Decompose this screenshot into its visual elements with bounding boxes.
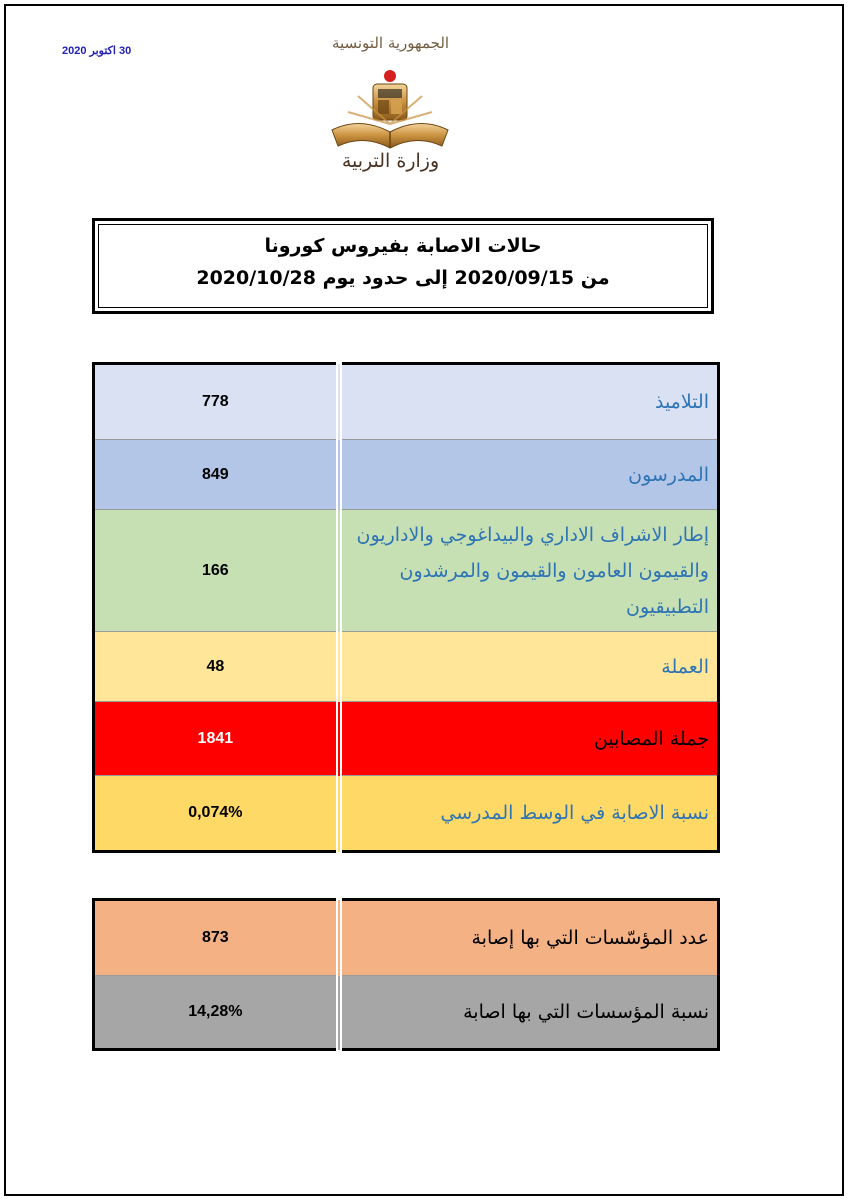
row-label: عدد المؤسّسات التي بها إصابة (339, 900, 719, 976)
row-value: 849 (94, 440, 339, 510)
table-row (94, 440, 719, 510)
row-value: 48 (94, 632, 339, 702)
institutions-table (92, 898, 720, 1051)
title-period: من 2020/09/15 إلى حدود يوم 2020/10/28 (196, 267, 610, 289)
infections-table (92, 362, 720, 853)
table-row (94, 976, 719, 1050)
table-row (94, 632, 719, 702)
row-value: 0,074% (94, 776, 339, 852)
logo-ministry-text: وزارة التربية (341, 150, 440, 172)
row-value: 14,28% (94, 976, 339, 1050)
logo-republic-text: الجمهورية التونسية (331, 34, 450, 52)
row-label: المدرسون (339, 440, 719, 510)
row-value: 778 (94, 364, 339, 440)
table-row (94, 702, 719, 776)
table-row (94, 900, 719, 976)
table-row (94, 364, 719, 440)
table-row (94, 776, 719, 852)
ministry-logo (318, 34, 463, 184)
row-value: 166 (94, 510, 339, 632)
table-row (94, 510, 719, 632)
row-label: نسبة الاصابة في الوسط المدرسي (339, 776, 719, 852)
title-heading: حالات الاصابة بفيروس كورونا (264, 235, 542, 257)
title-box (92, 218, 714, 314)
report-date: 30 اكتوبر 2020 (62, 45, 132, 57)
row-value: 1841 (94, 702, 339, 776)
row-label: التلاميذ (339, 364, 719, 440)
row-label: جملة المصابين (339, 702, 719, 776)
row-label: العملة (339, 632, 719, 702)
row-label: إطار الاشراف الاداري والبيداغوجي والاداريون والقيمون العامون والقيمون والمرشدون التطبيقيون (339, 510, 719, 632)
row-label: نسبة المؤسسات التي بها اصابة (339, 976, 719, 1050)
row-value: 873 (94, 900, 339, 976)
